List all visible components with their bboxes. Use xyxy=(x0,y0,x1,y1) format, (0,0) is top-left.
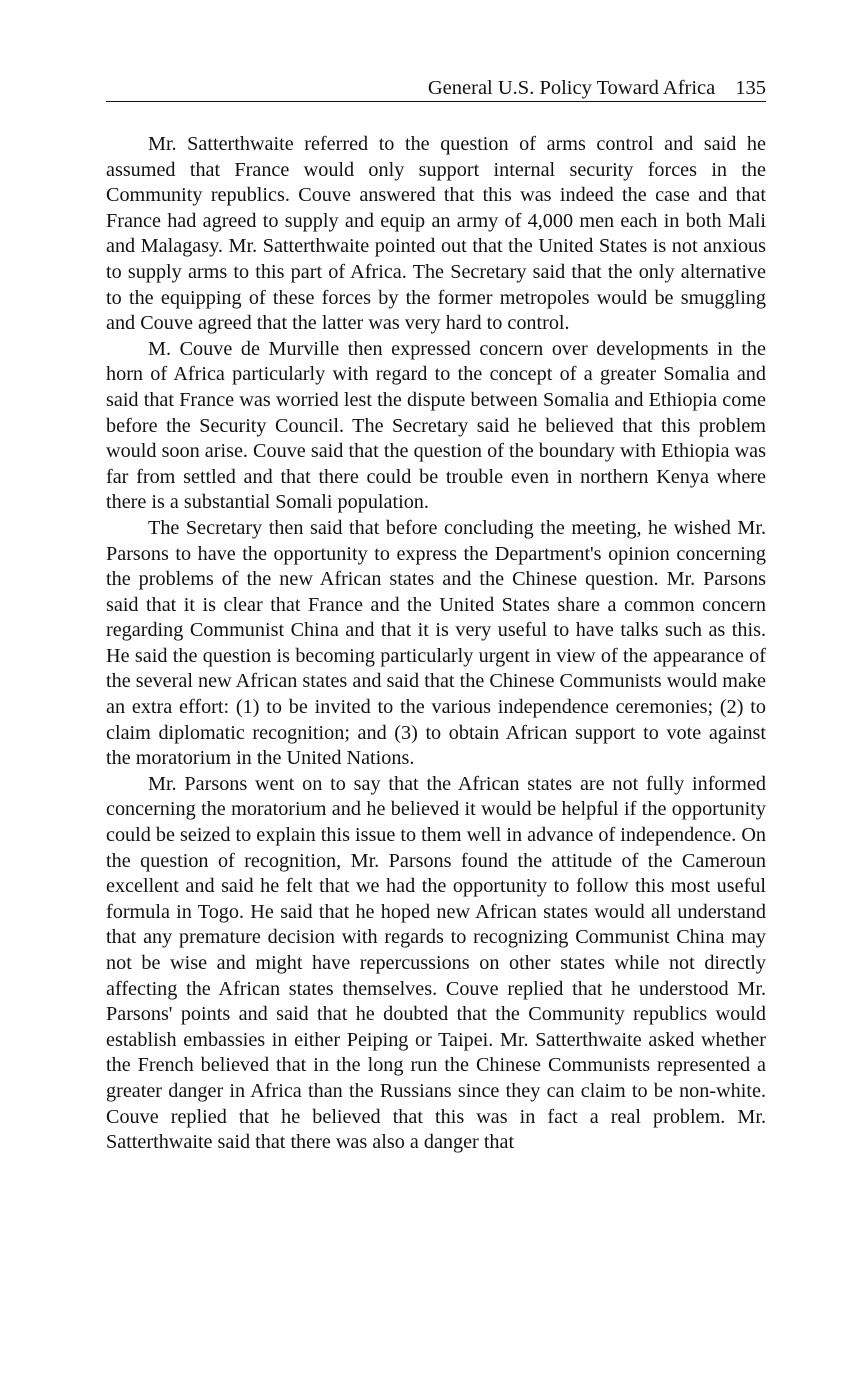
paragraph-arms-control: Mr. Satterthwaite referred to the question of arms control and said he assumed that France would only support internal security forces in the Community republics. Couve answered that this was indeed the case and that France had agreed to supply and equip an army of 4,000 men each in both Mali and Malagasy. Mr. Satterthwaite pointed out that the United States is not anxious to supply arms to this part of Africa. The Secretary said that the only alternative to the equipping of these forces by the former metropoles would be smuggling and Couve agreed that the latter was very hard to control. xyxy=(106,133,766,335)
paragraph-horn-of-africa: M. Couve de Murville then expressed concern over developments in the horn of Africa particularly with regard to the concept of a greater Somalia and said that France was worried lest the dispute between Somalia and Ethiopia come before the Security Council. The Secretary said he believed that this problem would soon arise. Couve said that the question of the boundary with Ethiopia was far from settled and that there could be trouble even in northern Kenya where there is a substantial Somali population. xyxy=(106,337,766,514)
body-text xyxy=(106,132,766,1156)
page-number: 135 xyxy=(735,77,766,99)
running-header xyxy=(106,76,766,102)
book-page xyxy=(106,76,766,1156)
paragraph-chinese-question: The Secretary then said that before concluding the meeting, he wished Mr. Parsons to have the opportunity to express the Department's opinion concerning the problems of the new African states and the Chinese question. Mr. Parsons said that it is clear that France and the United States share a common concern regarding Communist China and that it is very useful to have talks such as this. He said the question is becoming particularly urgent in view of the appearance of the several new African states and said that the Chinese Communists would make an extra effort: (1) to be invited to the various independence ceremonies; (2) to claim diplomatic recognition; and (3) to obtain African support to vote against the moratorium in the United Nations. xyxy=(106,516,766,770)
running-title: General U.S. Policy Toward Africa xyxy=(427,77,716,99)
paragraph-moratorium-recognition: Mr. Parsons went on to say that the African states are not fully informed concerning the moratorium and he believed it would be helpful if the opportunity could be seized to explain this issue to them well in advance of independence. On the question of recognition, Mr. Parsons found the attitude of the Cameroun excellent and said he felt that we had the opportunity to follow this most useful formula in Togo. He said that he hoped new African states would all understand that any premature decision with regards to recognizing Communist China may not be wise and might have repercussions on other states while not directly affecting the African states themselves. Couve replied that he understood Mr. Parsons' points and said that he doubted that the Community republics would establish embassies in either Peiping or Taipei. Mr. Satterthwaite asked whether the French believed that in the long run the Chinese Communists represented a greater danger in Africa than the Russians since they can claim to be non-white. Couve replied that he believed that this was in fact a real problem. Mr. Satterthwaite said that there was also a danger that xyxy=(106,772,766,1154)
